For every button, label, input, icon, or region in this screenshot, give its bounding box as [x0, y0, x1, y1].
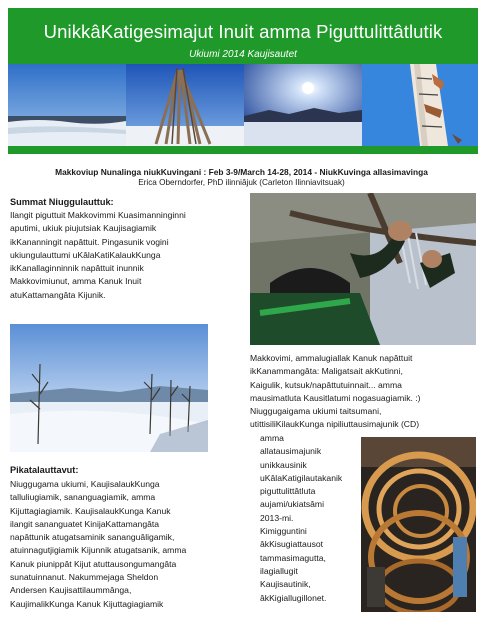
- summary-line: aputimi, ukiuk piujutsiak Kaujisagiamik: [10, 223, 157, 234]
- caption-line: mausimatluta Kausitlatumi nogasuagiamik. :): [250, 392, 421, 403]
- caption-line: Niuggugaigama ukiumi taitsumani,: [250, 406, 382, 417]
- summary-line: ukiungulauttumi uKâlaKatiKalaukKunga: [10, 249, 161, 260]
- summary-line: Makkovimiunut, amma Kanuk Inuit: [10, 276, 142, 287]
- strip-photo-sun-bay: [244, 64, 362, 146]
- strip-photo-tepee-poles: [126, 64, 244, 146]
- side-line: aujami/ukiatsâmi: [260, 499, 324, 510]
- side-line: Kaujisautinik,: [260, 579, 311, 590]
- event-line: Makkoviup Nunalinga niukKuvingani : Feb 3-9/March 14-28, 2014 - NiukKuvinga allasimavinga: [55, 167, 428, 177]
- closing-line: sunatuinnanut. Nakummejaga Sheldon: [10, 572, 159, 583]
- side-line: uKâlaKatigilautakanik: [260, 472, 343, 483]
- caption-line: Kaigulik, kutsuk/napâttutuinnait... amma: [250, 379, 402, 390]
- closing-line: Andersen Kaujisattilaummânga,: [10, 585, 132, 596]
- summary-line: Ilangit piguttuit Makkovimmi Kuasimanninginni: [10, 210, 186, 220]
- summary-line: ikKanallaginninnik napâttuit inunnik: [10, 263, 144, 274]
- caption-line: Makkovimi, ammalugiallak Kanuk napâttuit: [250, 353, 413, 363]
- closing-line: Kijuttagiagiamik. KaujisalaukKunga Kanuk: [10, 505, 171, 516]
- summary-heading: Summat Niuggulauttuk:: [10, 197, 114, 207]
- side-line: ilagiallugit: [260, 565, 298, 576]
- caption-line: ikKanammangâta: Maligatsait akKutinni,: [250, 366, 403, 377]
- page-title: UnikkâKatigesimajut Inuit amma Piguttulittâtlutik: [43, 21, 443, 42]
- closing-line: ilangit sananguatet KinijaKattamangâta: [10, 518, 160, 529]
- side-line: tammasimagutta,: [260, 552, 326, 563]
- summary-line: ikKananningit napâttuit. Pingasunik vogini: [10, 236, 169, 247]
- closing-line: Kanuk piunippât Kijut atuttausongumangâta: [10, 558, 177, 569]
- header-divider-bar: [8, 146, 478, 154]
- closing-line: Niuggugama ukiumi, KaujisalaukKunga: [10, 479, 160, 489]
- photo-winter-landscape: [10, 324, 208, 452]
- summary-line: atuKattamangâta Kijunik.: [10, 289, 106, 300]
- side-line: unikkausinik: [260, 459, 307, 470]
- closing-line: KaujimalikKunga Kanuk Kijuttagiagiamik: [10, 598, 164, 609]
- closing-line: atuinnagutjigiamik Kijunnik atugatsanik, amma: [10, 545, 187, 556]
- author-line: Erica Oberndorfer, PhD ilinniâjuk (Carleton Ilinniavitsuak): [138, 178, 345, 187]
- closing-line: napâttunik atugatsaminik sananguâligamik,: [10, 532, 175, 543]
- side-line: âkKisugiattausot: [260, 539, 324, 550]
- side-line: amma: [260, 433, 284, 443]
- strip-photo-shore: [8, 64, 126, 146]
- side-text: [260, 432, 342, 605]
- header-photo-strip: [8, 64, 478, 146]
- title-banner: [8, 8, 478, 64]
- side-line: 2013-mi.: [260, 512, 294, 523]
- caption-right: [250, 352, 421, 432]
- side-line: Kimigguntini: [260, 526, 307, 537]
- closing-body: [10, 478, 186, 611]
- side-line: âkKigiallugillonet.: [260, 592, 327, 603]
- photo-drum-frames: [361, 437, 476, 612]
- strip-photo-birch: [362, 64, 478, 146]
- closing-heading: Pikatalauttavut:: [10, 465, 79, 475]
- closing-line: talluliugiamik, sananguagiamik, amma: [10, 492, 156, 503]
- photo-man-with-branch: [250, 193, 476, 345]
- summary-body: [10, 209, 186, 302]
- caption-line: utittisiliKilaukKunga nipiliuttausimajunik (CD): [250, 419, 420, 430]
- side-line: piguttulittâtluta: [260, 486, 316, 497]
- page-subtitle: Ukiumi 2014 Kaujisautet: [189, 49, 297, 60]
- side-line: allatausimajunik: [260, 446, 322, 457]
